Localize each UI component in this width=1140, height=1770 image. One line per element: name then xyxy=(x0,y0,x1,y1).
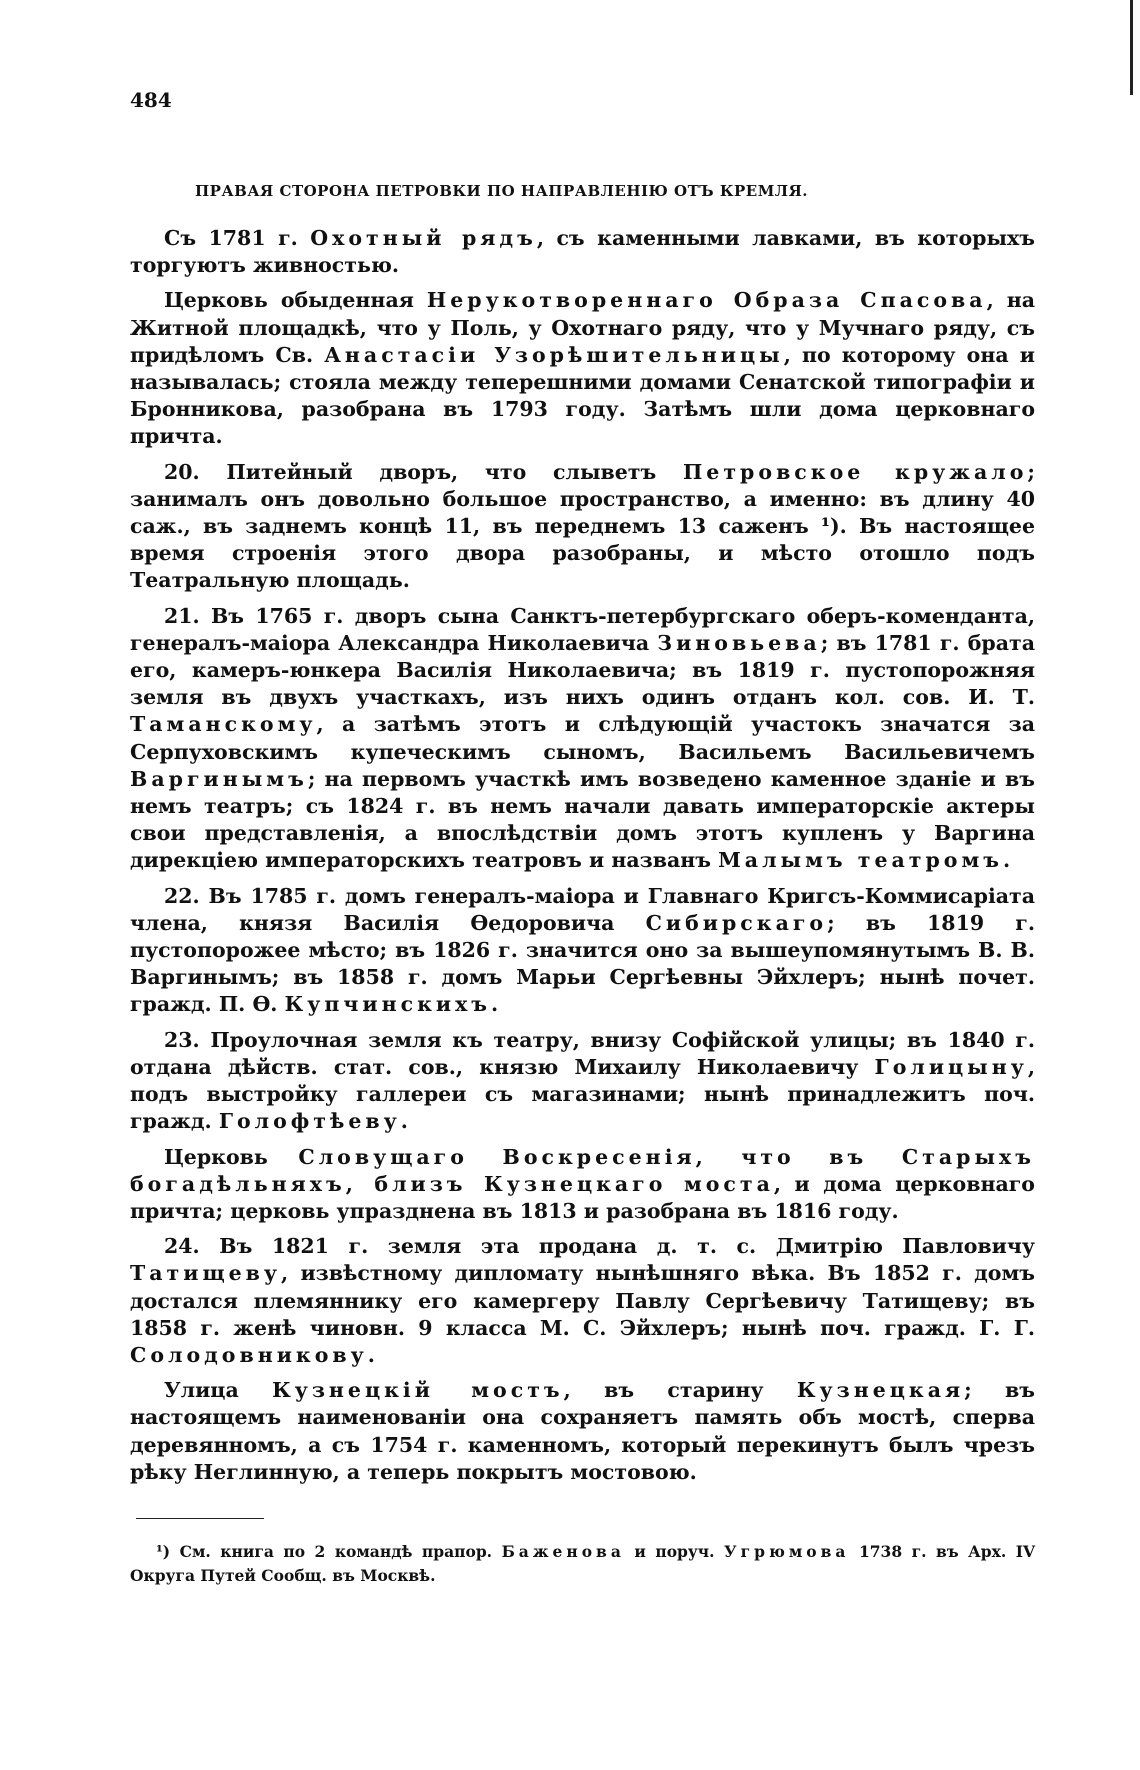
paragraph-church-voskresenia: Церковь Словущаго Воскресенія, что въ Старыхъ богадѣльняхъ, близъ Кузнецкаго моста, и дома церковнаго причта; церковь упразднена въ 1813 и разобрана въ 1816 году. xyxy=(130,1144,1035,1223)
spaced-name: Анастасіи Узорѣшительницы xyxy=(324,342,784,367)
footnote-rule xyxy=(136,1518,264,1519)
spaced-name: Купчинскихъ xyxy=(284,992,492,1017)
page-edge-border xyxy=(1130,0,1133,95)
main-text xyxy=(130,225,1035,1494)
paragraph-21: 21. Въ 1765 г. дворъ сына Санктъ-петербургскаго оберъ-коменданта, генералъ-маіора Александра Николаевича Зиновьева; въ 1781 г. брата его, камеръ-юнкера Василія Николаевича; въ 1819 г. пустопорожняя земля въ двухъ участкахъ, изъ нихъ одинъ отданъ кол. сов. И. Т. Таманскому, а затѣмъ этотъ и слѣдующій участокъ значатся за Серпуховскимъ купеческимъ сыномъ, Васильемъ Васильевичемъ Варгинымъ; на первомъ участкѣ имъ возведено каменное зданіе и въ немъ театръ; съ 1824 г. въ немъ начали давать императорскіе актеры свои представленія, а впослѣдствіи домъ этотъ купленъ у Варгина дирекціею императорскихъ театровъ и названъ Малымъ театромъ. xyxy=(130,603,1035,873)
paragraph-20: 20. Питейный дворъ, что слыветъ Петровское кружало; занималъ онъ довольно большое пространство, а именно: въ длину 40 саж., въ заднемъ концѣ 11, въ переднемъ 13 саженъ ¹). Въ настоящее время строенія этого двора разобраны, и мѣсто отошло подъ Театральную площадь. xyxy=(130,459,1035,593)
paragraph-kuznetsky-most: Улица Кузнецкій мостъ, въ старину Кузнецкая; въ настоящемъ наименованіи она сохраняетъ память объ мостѣ, сперва деревянномъ, а съ 1754 г. каменномъ, который перекинутъ былъ чрезъ рѣку Неглинную, а теперь покрытъ мостовою. xyxy=(130,1378,1035,1484)
spaced-name: Угрюмова xyxy=(724,1542,850,1561)
spaced-name: Солодовникову xyxy=(130,1342,368,1367)
spaced-name: Кузнецкій мостъ xyxy=(272,1378,564,1403)
spaced-name: Голофтѣеву xyxy=(218,1109,401,1134)
spaced-name: Татищеву xyxy=(130,1261,282,1286)
paragraph-23: 23. Проулочная земля къ театру, внизу Софійской улицы; въ 1840 г. отдана дѣйств. стат. сов., князю Михаилу Николаевичу Голицыну, подъ выстройку галлереи съ магазинами; нынѣ принадлежитъ поч. гражд. Голофтѣеву. xyxy=(130,1027,1035,1134)
paragraph-24: 24. Въ 1821 г. земля эта продана д. т. с. Дмитрію Павловичу Татищеву, извѣстному дипломату нынѣшняго вѣка. Въ 1852 г. домъ достался племяннику его камергеру Павлу Сергѣевичу Татищеву; въ 1858 г. женѣ чиновн. 9 класса М. С. Эйхлеръ; нынѣ поч. гражд. Г. Г. Солодовникову. xyxy=(130,1234,1035,1367)
spaced-name: Нерукотвореннаго Образа Спасова xyxy=(426,288,987,313)
paragraph-church-spasa: Церковь обыденная Нерукотвореннаго Образа Спасова, на Житной площадкѣ, что у Поль, у Охотнаго ряду, что у Мучнаго ряду, съ придѣломъ Св. Анастасіи Узорѣшительницы, по которому она и называлась; стояла между теперешними домами Сенатской типографіи и Бронникова, разобрана въ 1793 году. Затѣмъ шли дома церковнаго причта. xyxy=(130,288,1035,449)
spaced-name: Баженова xyxy=(501,1542,625,1561)
spaced-name: Варгинымъ xyxy=(130,766,308,791)
footnote xyxy=(130,1540,1035,1588)
spaced-name: Голицыну xyxy=(874,1054,1028,1079)
spaced-name: Петровское кружало xyxy=(682,459,1028,484)
page-number: 484 xyxy=(130,88,172,112)
paragraph-okhotny-ryad: Съ 1781 г. Охотный рядъ, съ каменными лавками, въ которыхъ торгуютъ живностью. xyxy=(130,226,1035,278)
running-head: ПРАВАЯ СТОРОНА ПЕТРОВКИ ПО НАПРАВЛЕНІЮ ОТЪ КРЕМЛЯ. xyxy=(195,182,809,200)
spaced-name: Малымъ театромъ xyxy=(718,848,1004,873)
spaced-name: Сибирскаго xyxy=(645,910,828,935)
spaced-name: Таманскому xyxy=(130,712,317,737)
spaced-name: Словущаго Воскресенія, что въ Старыхъ богадѣльняхъ, близъ Кузнецкаго моста xyxy=(130,1144,1035,1196)
spaced-name: Охотный рядъ xyxy=(310,226,537,250)
footnote-text: ¹) См. книга по 2 командѣ прапор. Баженова и поруч. Угрюмова 1738 г. въ Арх. IV Округа Путей Сообщ. въ Москвѣ. xyxy=(130,1542,1035,1585)
paragraph-22: 22. Въ 1785 г. домъ генералъ-маіора и Главнаго Кригсъ-Коммисаріата члена, князя Василія Өедоровича Сибирскаго; въ 1819 г. пустопорожее мѣсто; въ 1826 г. значится оно за вышеупомянутымъ В. В. Варгинымъ; въ 1858 г. домъ Марьи Сергѣевны Эйхлеръ; нынѣ почет. гражд. П. Ѳ. Купчинскихъ. xyxy=(130,883,1035,1017)
spaced-name: Зиновьева xyxy=(657,630,821,655)
spaced-name: Кузнецкая xyxy=(796,1378,965,1403)
